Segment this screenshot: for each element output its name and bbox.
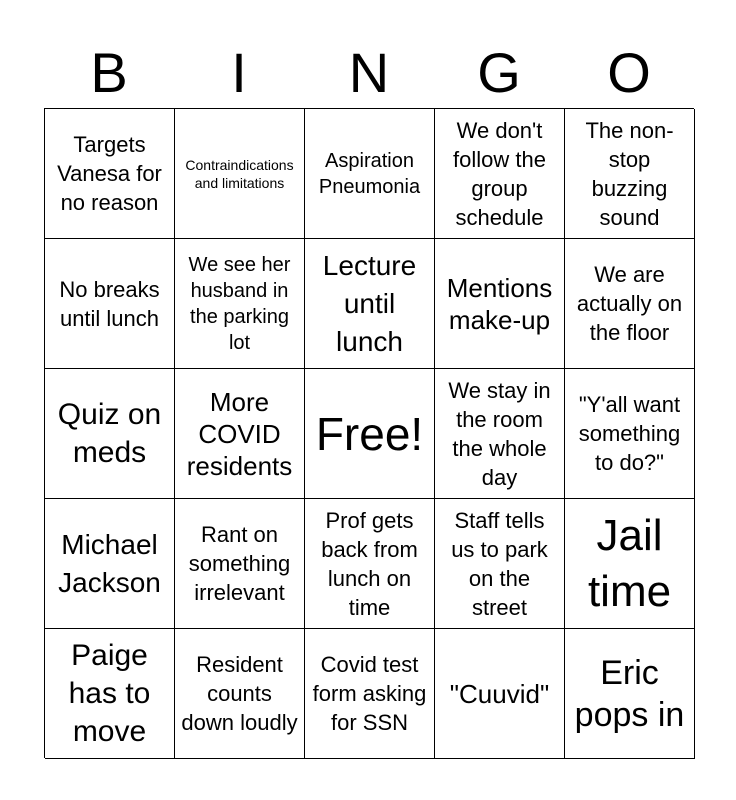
- cell-text: Eric pops in: [574, 653, 685, 734]
- cell-text: Rant on something irrelevant: [188, 522, 291, 605]
- bingo-cell[interactable]: [435, 239, 565, 369]
- bingo-cell[interactable]: [565, 239, 695, 369]
- header-letter-g: G: [477, 41, 521, 104]
- cell-text: "Y'all want something to do?": [578, 392, 681, 475]
- cell-text: Lecture until lunch: [322, 249, 417, 357]
- cell-text: Quiz on meds: [57, 397, 162, 469]
- bingo-cell[interactable]: [45, 629, 175, 759]
- cell-text: Covid test form asking for SSN: [312, 652, 427, 735]
- bingo-cell[interactable]: [435, 369, 565, 499]
- cell-text: The non-stop buzzing sound: [585, 117, 674, 230]
- cell-text: Prof gets back from lunch on time: [321, 507, 418, 620]
- cell-text: Mentions make-up: [446, 272, 553, 335]
- bingo-cell[interactable]: [435, 629, 565, 759]
- cell-text: We are actually on the floor: [576, 262, 683, 345]
- free-cell[interactable]: [305, 369, 435, 499]
- bingo-cell[interactable]: [305, 499, 435, 629]
- cell-text: No breaks until lunch: [59, 276, 160, 331]
- header-letter-b: B: [90, 41, 128, 104]
- cell-text: Contraindications and limitations: [185, 156, 294, 191]
- bingo-cell[interactable]: [45, 239, 175, 369]
- cell-text: Staff tells us to park on the street: [451, 507, 548, 620]
- bingo-cell[interactable]: [565, 109, 695, 239]
- bingo-cell[interactable]: [175, 109, 305, 239]
- bingo-cell[interactable]: [45, 109, 175, 239]
- cell-text: Resident counts down loudly: [181, 652, 298, 735]
- bingo-cell[interactable]: [565, 629, 695, 759]
- cell-text: We don't follow the group schedule: [453, 117, 546, 230]
- cell-text: Jail time: [587, 510, 672, 616]
- bingo-cell[interactable]: [175, 239, 305, 369]
- bingo-cell[interactable]: [45, 499, 175, 629]
- cell-text: Free!: [315, 407, 424, 460]
- bingo-header: [44, 38, 694, 108]
- cell-text: Paige has to move: [68, 638, 151, 748]
- bingo-cell[interactable]: [435, 109, 565, 239]
- cell-text: We stay in the room the whole day: [448, 377, 551, 490]
- bingo-cell[interactable]: [435, 499, 565, 629]
- bingo-cell[interactable]: [565, 369, 695, 499]
- bingo-cell[interactable]: [175, 499, 305, 629]
- bingo-cell[interactable]: [305, 239, 435, 369]
- bingo-cell[interactable]: [175, 369, 305, 499]
- cell-text: Michael Jackson: [58, 528, 161, 598]
- bingo-cell[interactable]: [305, 629, 435, 759]
- header-letter-o: O: [607, 41, 651, 104]
- header-letter-i: I: [231, 41, 247, 104]
- cell-text: More COVID residents: [186, 386, 293, 481]
- bingo-board: [44, 108, 694, 758]
- bingo-cell[interactable]: [305, 109, 435, 239]
- cell-text: We see her husband in the parking lot: [188, 253, 291, 354]
- header-letter-n: N: [348, 41, 390, 104]
- bingo-cell[interactable]: [175, 629, 305, 759]
- cell-text: "Cuuvid": [449, 678, 550, 709]
- bingo-cell[interactable]: [45, 369, 175, 499]
- bingo-cell[interactable]: [565, 499, 695, 629]
- cell-text: Aspiration Pneumonia: [318, 149, 421, 198]
- cell-text: Targets Vanesa for no reason: [57, 132, 162, 215]
